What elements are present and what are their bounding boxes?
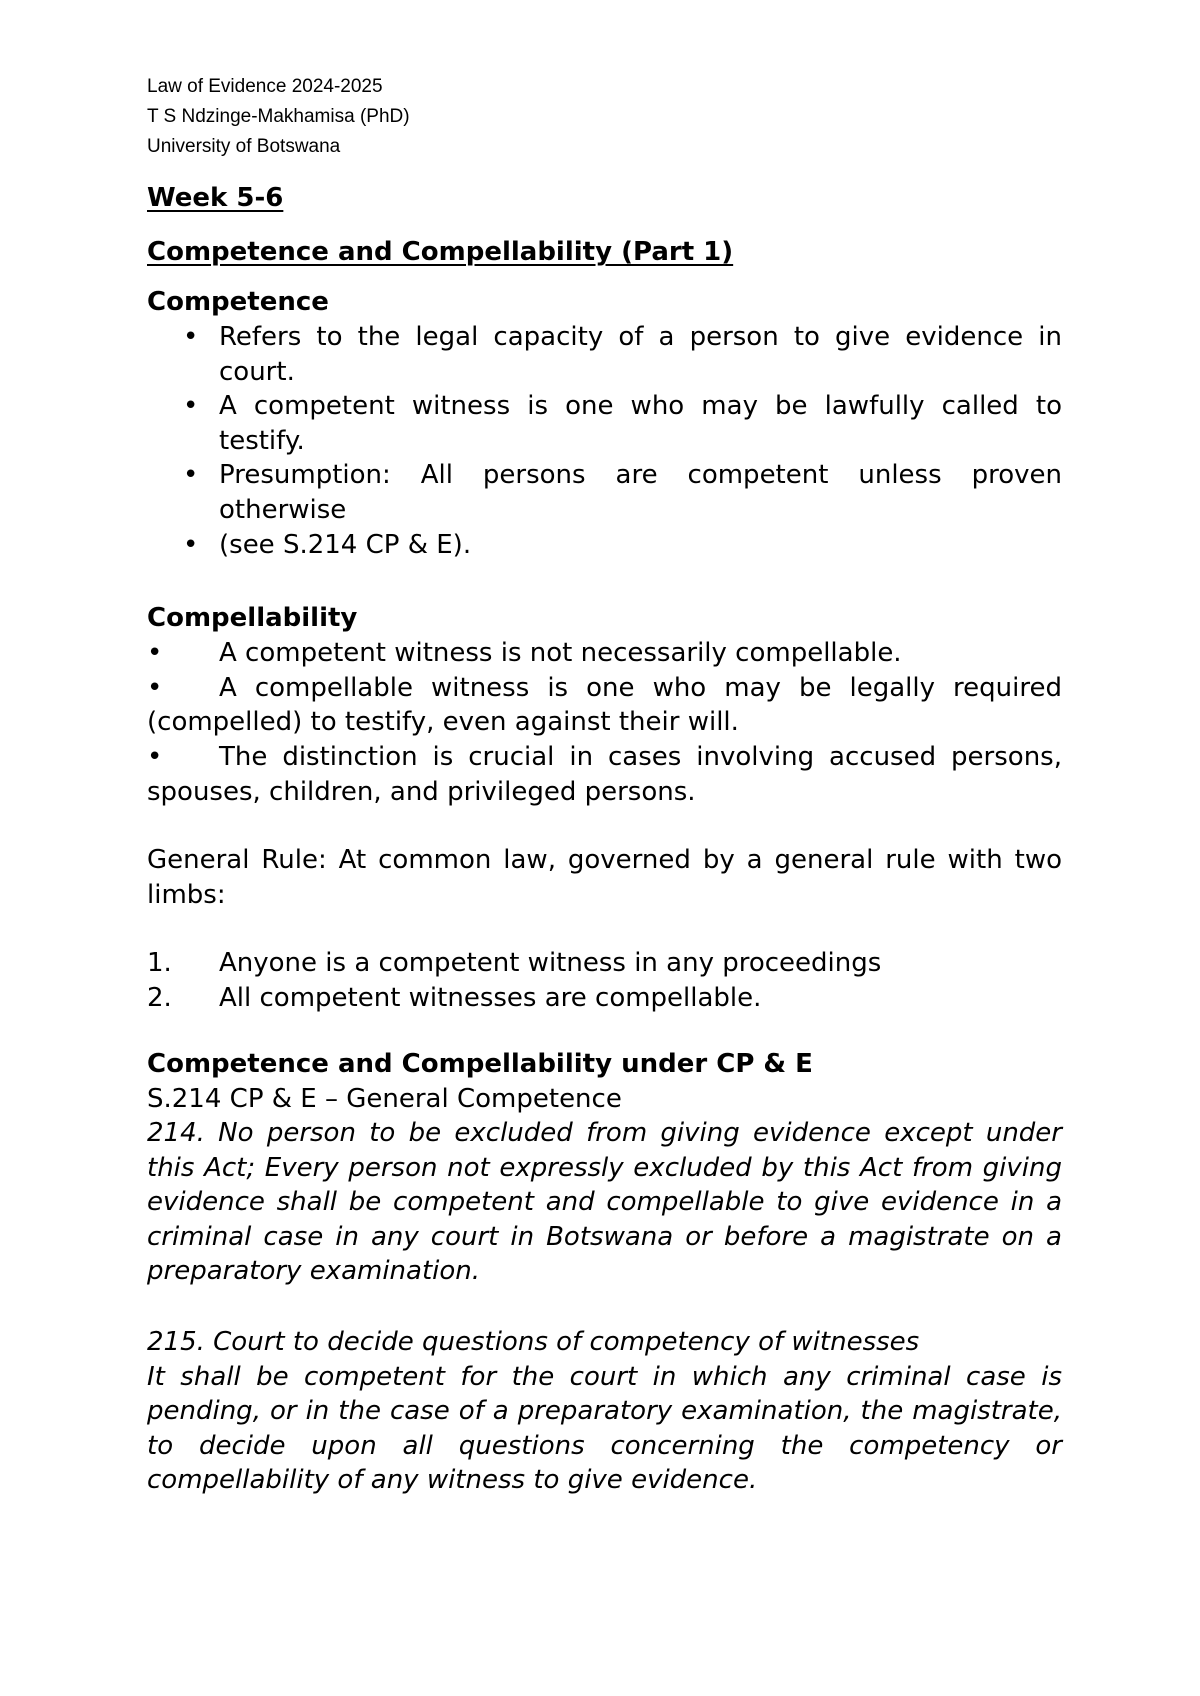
section-214-text: 214. No person to be excluded from giving evidence except under this Act; Every person not expressly excluded by this Act from giving evidence shall be competent and compellable to give evidence in a criminal case in any court in Botswana or before a magistrate on a preparatory examination. xyxy=(147,1118,1062,1287)
list-item: • (see S.214 CP & E). xyxy=(147,528,1062,563)
course-title: Law of Evidence 2024-2025 xyxy=(147,76,383,97)
competence-heading: Competence xyxy=(147,287,329,317)
list-item: • The distinction is crucial in cases involving accused persons, spouses, children, and privileged persons. xyxy=(147,741,1062,807)
general-rule-text: General Rule: At common law, governed by a general rule with two limbs: xyxy=(147,845,1062,910)
list-item: • A competent witness is one who may be lawfully called to testify. xyxy=(183,391,1062,456)
cpe-heading: Competence and Compellability under CP & E xyxy=(147,1048,813,1079)
bullet-icon: • xyxy=(147,638,163,669)
bullet-icon: • xyxy=(183,322,199,352)
compellability-list xyxy=(147,636,1062,809)
bullet-icon: • xyxy=(147,672,163,703)
section-215-title: 215. Court to decide questions of competency of witnesses xyxy=(147,1327,920,1358)
list-item: • A compellable witness is one who may be legally required (compelled) to testify, even against their will. xyxy=(147,672,1062,738)
document-page xyxy=(147,72,1062,1498)
page-title: Competence and Compellability (Part 1) xyxy=(147,237,734,267)
author-name: T S Ndzinge-Makhamisa (PhD) xyxy=(147,106,410,127)
list-item: • Refers to the legal capacity of a person to give evidence in court. xyxy=(183,322,1062,387)
competence-list xyxy=(147,320,1062,562)
bullet-icon: • xyxy=(183,391,199,422)
week-heading: Week 5-6 xyxy=(147,183,284,213)
list-item: 2. All competent witnesses are compellable. xyxy=(147,982,762,1013)
document-header xyxy=(147,72,1062,162)
list-item: • A competent witness is not necessarily compellable. xyxy=(147,636,1062,671)
section-214-subheading: S.214 CP & E – General Competence xyxy=(147,1083,622,1114)
list-item: 1. Anyone is a competent witness in any proceedings xyxy=(147,948,882,979)
institution-name: University of Botswana xyxy=(147,136,341,157)
section-215-text: It shall be competent for the court in which any criminal case is pending, or in the case of a preparatory examination, the magistrate, to decide upon all questions concerning the competency or compellability of any witness to give evidence. xyxy=(147,1361,1062,1496)
bullet-icon: • xyxy=(147,741,163,772)
bullet-icon: • xyxy=(183,460,199,491)
bullet-icon: • xyxy=(183,529,199,560)
general-rule-limbs xyxy=(147,946,1062,1015)
list-item: • Presumption: All persons are competent unless proven otherwise xyxy=(183,460,1062,525)
compellability-heading: Compellability xyxy=(147,603,358,634)
